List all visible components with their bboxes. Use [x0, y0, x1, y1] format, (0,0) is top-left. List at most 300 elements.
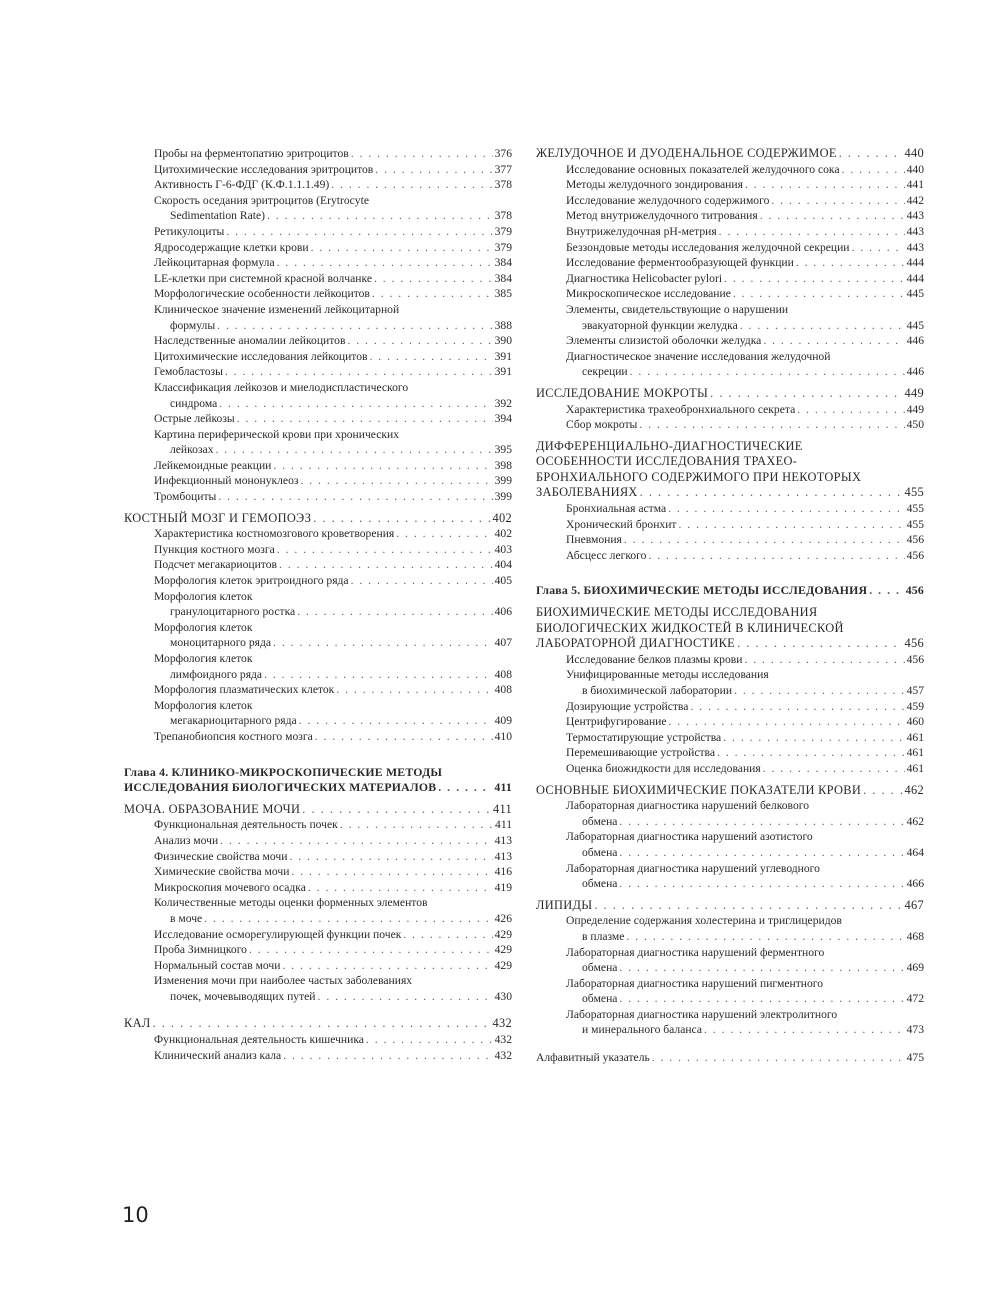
toc-entry-title: Глава 5. БИОХИМИЧЕСКИЕ МЕТОДЫ ИССЛЕДОВАНИЯ [536, 583, 868, 598]
dot-leader [619, 845, 904, 861]
toc-entry [536, 730, 924, 746]
toc-page-number: 443 [906, 224, 924, 238]
toc-entry [536, 349, 924, 380]
toc-entry-title: лимфоидного ряда [170, 667, 263, 681]
dot-leader [273, 635, 493, 651]
dot-leader [336, 682, 492, 698]
toc-entry-title: БИОХИМИЧЕСКИЕ МЕТОДЫ ИССЛЕДОВАНИЯ [536, 605, 818, 620]
toc-page-number: 467 [904, 897, 924, 912]
toc-entry [124, 458, 512, 474]
dot-leader [760, 208, 905, 224]
toc-entry-title: Лабораторная диагностика нарушений белкового [566, 799, 809, 813]
dot-leader [289, 849, 492, 865]
toc-entry-title: ИССЛЕДОВАНИЕ МОКРОТЫ [536, 385, 709, 400]
toc-entry-title: БИОЛОГИЧЕСКИХ ЖИДКОСТЕЙ В КЛИНИЧЕСКОЙ [536, 620, 844, 635]
toc-entry [124, 146, 512, 162]
dot-leader [648, 548, 904, 564]
toc-page-number: 466 [906, 877, 924, 891]
toc-entry-title: Алфавитный указатель [536, 1051, 650, 1065]
toc-entry-title: Скорость оседания эритроцитов (Erytrocyte [154, 193, 369, 207]
toc-right-column [536, 146, 924, 1066]
dot-leader [302, 802, 491, 818]
toc-page-number: 399 [494, 474, 512, 488]
dot-leader [619, 991, 904, 1007]
toc-entry-title: Острые лейкозы [154, 412, 235, 426]
toc-entry [124, 942, 512, 958]
dot-leader [153, 1016, 491, 1032]
toc-entry [536, 286, 924, 302]
toc-page-number: 455 [906, 517, 924, 531]
toc-page-number: 419 [494, 880, 512, 894]
toc-page-number: 378 [494, 209, 512, 223]
toc-page-number: 445 [906, 287, 924, 301]
toc-section [536, 783, 924, 799]
toc-page-number: 473 [906, 1023, 924, 1037]
toc-page-number: 461 [906, 730, 924, 744]
dot-leader [351, 573, 493, 589]
toc-page-number: 475 [906, 1051, 924, 1065]
dot-leader [279, 557, 493, 573]
dot-leader [679, 517, 905, 533]
toc-entry [536, 417, 924, 433]
dot-leader [842, 162, 905, 178]
toc-entry-title: Дозирующие устройства [566, 699, 689, 713]
toc-entry [124, 682, 512, 698]
toc-page-number: 456 [904, 636, 924, 651]
toc-page-number: 468 [906, 929, 924, 943]
toc-entry-title: Сбор мокроты [566, 418, 638, 432]
dot-leader [217, 318, 492, 334]
toc-entry-title: Микроскопия мочевого осадка [154, 880, 306, 894]
toc-entry-title: КАЛ [124, 1016, 151, 1031]
page-number: 10 [122, 1203, 149, 1227]
dot-leader [283, 1048, 492, 1064]
toc-entry-title: LE-клетки при системной красной волчанке [154, 271, 372, 285]
toc-entry-title: Характеристика трахеобронхиального секрета [566, 402, 796, 416]
dot-leader [852, 240, 905, 256]
toc-entry-title: секреции [582, 365, 628, 379]
toc-page-number: 440 [906, 162, 924, 176]
toc-entry [536, 208, 924, 224]
dot-leader [264, 667, 493, 683]
toc-entry-title: Анализ мочи [154, 833, 219, 847]
toc-entry [124, 240, 512, 256]
toc-page-number: 455 [904, 485, 924, 500]
toc-entry [536, 532, 924, 548]
toc-page-number: 432 [494, 1033, 512, 1047]
toc-entry-title: Морфология клеток эритроидного ряда [154, 574, 349, 588]
toc-page-number: 461 [906, 746, 924, 760]
toc-entry-title: обмена [582, 992, 618, 1006]
toc-page-number: 376 [494, 147, 512, 160]
dot-leader [267, 208, 493, 224]
toc-entry [124, 880, 512, 896]
toc-page-number: 379 [494, 224, 512, 238]
toc-entry-title: Физические свойства мочи [154, 849, 288, 863]
toc-entry-title: Диагностическое значение исследования желудочной [566, 349, 831, 363]
dot-leader [630, 364, 905, 380]
dot-leader [297, 604, 492, 620]
toc-entry-title: и минерального баланса [582, 1023, 702, 1037]
dot-leader [299, 713, 493, 729]
toc-page-number: 457 [906, 684, 924, 697]
toc-entry-title: гранулоцитарного ростка [170, 605, 296, 619]
toc-entry-title: Внутрижелудочная pH-метрия [566, 224, 717, 238]
toc-page-number: 378 [494, 178, 512, 192]
toc-entry-title: Беззондовые методы исследования желудочной секреции [566, 240, 850, 254]
dot-leader [204, 911, 492, 927]
toc-page-number: 410 [494, 729, 512, 743]
toc-entry-title: Унифицированные методы исследования [566, 668, 769, 682]
toc-entry-title: Микроскопическое исследование [566, 287, 731, 301]
toc-entry-title: Лабораторная диагностика нарушений азотистого [566, 830, 813, 844]
toc-page-number: 455 [906, 502, 924, 516]
toc-entry-title: Абсцесс легкого [566, 548, 647, 562]
toc-page-number: 413 [494, 849, 512, 863]
dot-leader [704, 1022, 905, 1038]
toc-entry-title: Исследование основных показателей желудочного сока [566, 162, 840, 176]
toc-section [124, 511, 512, 527]
toc-page-number: 450 [906, 418, 924, 432]
toc-entry-title: Тромбоциты [154, 490, 217, 504]
dot-leader [724, 271, 905, 287]
toc-entry [124, 302, 512, 333]
dot-leader [403, 927, 492, 943]
dot-leader [744, 652, 904, 668]
toc-entry [536, 714, 924, 730]
toc-page-number: 411 [494, 780, 512, 795]
toc-entry-title: почек, мочевыводящих путей [170, 989, 316, 1003]
toc-entry-title: ОСНОВНЫЕ БИОХИМИЧЕСКИЕ ПОКАЗАТЕЛИ КРОВИ [536, 782, 862, 797]
dot-leader [291, 864, 492, 880]
toc-entry-title: Пневмония [566, 533, 622, 547]
toc-entry-title: Исследование ферментообразующей функции [566, 256, 794, 270]
dot-leader [300, 473, 492, 489]
toc-page-number: 429 [494, 927, 512, 941]
toc-entry-title: Клинический анализ кала [154, 1048, 282, 1062]
toc-entry [536, 699, 924, 715]
toc-page-number: 379 [494, 240, 512, 254]
toc-page-number: 384 [494, 271, 512, 285]
toc-entry [536, 177, 924, 193]
toc-entry [124, 286, 512, 302]
dot-leader [226, 224, 492, 240]
toc-page-number: 432 [494, 1048, 512, 1062]
toc-entry-title: Химические свойства мочи [154, 865, 290, 879]
dot-leader [740, 318, 905, 334]
toc-entry-title: ЛАБОРАТОРНОЙ ДИАГНОСТИКЕ [536, 636, 736, 651]
dot-leader [624, 532, 905, 548]
toc-entry-title: обмена [582, 961, 618, 975]
dot-leader [745, 177, 905, 193]
toc-entry-title: Исследование желудочного содержимого [566, 193, 770, 207]
toc-entry [124, 927, 512, 943]
dot-leader [639, 417, 904, 433]
toc-entry [536, 913, 924, 944]
dot-leader [619, 876, 904, 892]
dot-leader [723, 730, 904, 746]
toc-entry [536, 517, 924, 533]
toc-page-number: 408 [494, 683, 512, 697]
dot-leader [737, 636, 902, 652]
toc-entry-title: Sedimentation Rate) [170, 209, 265, 223]
dot-leader [734, 683, 905, 699]
dot-leader [733, 286, 905, 302]
toc-page-number: 402 [492, 510, 512, 525]
dot-leader [640, 485, 903, 501]
toc-page-number: 391 [494, 365, 512, 379]
toc-entry [124, 620, 512, 651]
toc-entry [536, 1007, 924, 1038]
dot-leader [619, 814, 904, 830]
toc-entry [536, 224, 924, 240]
toc-entry-title: Элементы, свидетельствующие о нарушении [566, 302, 789, 316]
toc-entry-title: моноцитарного ряда [170, 636, 272, 650]
dot-leader [225, 364, 493, 380]
toc-entry [124, 557, 512, 573]
toc-entry [536, 193, 924, 209]
toc-entry [124, 1048, 512, 1064]
toc-entry [124, 542, 512, 558]
toc-entry [124, 651, 512, 682]
toc-entry-title: Проба Зимницкого [154, 943, 247, 957]
dot-leader [438, 780, 492, 796]
toc-entry-title: мегакариоцитарного ряда [170, 714, 297, 728]
toc-entry-title: обмена [582, 814, 618, 828]
toc-page-number: 443 [906, 209, 924, 223]
toc-entry-title: Диагностика Helicobacter pylori [566, 271, 723, 285]
toc-entry-title: Исследование осморегулирующей функции почек [154, 927, 402, 941]
toc-entry [124, 573, 512, 589]
toc-page-number: 411 [492, 801, 512, 816]
dot-leader [652, 1050, 905, 1066]
toc-entry-title: МОЧА. ОБРАЗОВАНИЕ МОЧИ [124, 801, 301, 816]
toc-entry-title: Морфология клеток [154, 620, 253, 634]
toc-page-number: 441 [906, 178, 924, 192]
toc-page-number: 442 [906, 193, 924, 207]
dot-leader [771, 193, 904, 209]
toc-entry [124, 427, 512, 458]
dot-leader [311, 240, 493, 256]
toc-page-number: 408 [494, 667, 512, 681]
toc-page-number: 377 [494, 162, 512, 176]
toc-entry [536, 302, 924, 333]
dot-leader [216, 442, 493, 458]
toc-entry [124, 973, 512, 1004]
toc-page-number: 426 [494, 911, 512, 925]
toc-entry-title: Метод внутрижелудочного титрования [566, 209, 758, 223]
toc-entry [536, 829, 924, 860]
dot-leader [869, 583, 903, 599]
toc-page-number: 384 [494, 256, 512, 270]
toc-entry [124, 255, 512, 271]
toc-page-number: 460 [906, 715, 924, 729]
toc-entry-title: Исследование белков плазмы крови [566, 652, 743, 666]
toc-page-number: 469 [906, 961, 924, 975]
toc-page-number: 391 [494, 349, 512, 363]
toc-entry [536, 162, 924, 178]
toc-entry-title: Цитохимические исследования лейкоцитов [154, 349, 368, 363]
toc-section [124, 1016, 512, 1032]
toc-entry-title: в моче [170, 911, 203, 925]
toc-entry [536, 945, 924, 976]
toc-entry-title: Бронхиальная астма [566, 502, 667, 516]
toc-entry-title: Лабораторная диагностика нарушений пигментного [566, 976, 824, 990]
toc-entry-title: Термостатирующие устройства [566, 730, 722, 744]
toc-entry-title: Инфекционный мононуклеоз [154, 474, 299, 488]
toc-entry-title: Морфология плазматических клеток [154, 683, 335, 697]
dot-leader [863, 783, 902, 799]
toc-entry-title: Морфология клеток [154, 652, 253, 665]
toc-page-number: 394 [494, 412, 512, 426]
dot-leader [372, 286, 493, 302]
toc-page-number: 446 [906, 365, 924, 379]
dot-leader [717, 745, 905, 761]
toc-left-column [124, 146, 512, 1063]
dot-leader [763, 761, 905, 777]
toc-page-number: 411 [495, 818, 512, 832]
toc-page-number: 409 [494, 714, 512, 728]
dot-leader [668, 501, 904, 517]
dot-leader [797, 402, 904, 418]
dot-leader [351, 146, 493, 162]
toc-entry-title: Морфология клеток [154, 698, 253, 712]
toc-entry-title: Центрифугирование [566, 715, 667, 729]
toc-page-number: 456 [906, 548, 924, 562]
dot-leader [396, 526, 492, 542]
toc-entry [124, 698, 512, 729]
toc-entry-title: ЛИПИДЫ [536, 897, 593, 912]
dot-leader [710, 386, 902, 402]
toc-entry-title: формулы [170, 318, 216, 332]
toc-page-number: 449 [904, 385, 924, 400]
toc-entry [536, 652, 924, 668]
toc-entry-title: Классификация лейкозов и миелодиспластического [154, 380, 409, 394]
toc-entry-title: Цитохимические исследования эритроцитов [154, 162, 374, 176]
dot-leader [366, 1032, 493, 1048]
toc-entry-title: ИССЛЕДОВАНИЯ БИОЛОГИЧЕСКИХ МАТЕРИАЛОВ [124, 780, 437, 795]
toc-entry-title: Гемобластозы [154, 365, 223, 379]
toc-page-number: 398 [494, 458, 512, 472]
toc-page-number: 443 [906, 240, 924, 254]
toc-entry [124, 411, 512, 427]
toc-page-number: 390 [494, 334, 512, 348]
toc-entry [536, 548, 924, 564]
toc-entry [536, 1050, 924, 1066]
toc-entry-title: Оценка биожидкости для исследования [566, 761, 761, 775]
toc-page-number: 459 [906, 699, 924, 713]
toc-entry-title: Глава 4. КЛИНИКО-МИКРОСКОПИЧЕСКИЕ МЕТОДЫ [124, 764, 443, 779]
toc-entry [536, 240, 924, 256]
toc-page-number: 429 [494, 943, 512, 957]
toc-entry-title: Пункция костного мозга [154, 542, 275, 556]
toc-page-number: 456 [906, 533, 924, 547]
toc-section [536, 439, 924, 501]
toc-entry-title: ОСОБЕННОСТИ ИССЛЕДОВАНИЯ ТРАХЕО- [536, 454, 798, 469]
dot-leader [315, 729, 493, 745]
dot-leader [277, 542, 493, 558]
toc-page-number: 407 [494, 636, 512, 650]
toc-page-number: 385 [494, 287, 512, 301]
toc-entry-title: эвакуаторной функции желудка [582, 318, 738, 332]
toc-page-number: 462 [906, 814, 924, 828]
toc-entry-title: синдрома [170, 396, 218, 410]
toc-page-number: 456 [906, 652, 924, 666]
toc-entry [124, 849, 512, 865]
toc-page-number: 392 [494, 396, 512, 410]
toc-entry [536, 861, 924, 892]
toc-entry [124, 895, 512, 926]
toc-entry-title: Хронический бронхит [566, 517, 677, 531]
dot-leader [839, 146, 903, 162]
toc-entry-title: обмена [582, 845, 618, 859]
toc-entry-title: Лабораторная диагностика нарушений ферментного [566, 945, 825, 959]
toc-entry-title: Количественные методы оценки форменных элементов [154, 896, 428, 910]
toc-entry [536, 271, 924, 287]
dot-leader [277, 255, 493, 271]
toc-entry-title: Пробы на ферментопатию эритроцитов [154, 147, 349, 160]
toc-entry-title: Элементы слизистой оболочки желудка [566, 334, 762, 348]
toc-entry [536, 667, 924, 698]
toc-page-number: 405 [494, 574, 512, 588]
toc-page-number: 449 [906, 402, 924, 416]
toc-page-number: 462 [904, 782, 924, 797]
toc-entry [124, 526, 512, 542]
toc-page-number: 388 [494, 318, 512, 332]
toc-section [536, 605, 924, 652]
dot-leader [318, 989, 493, 1005]
toc-entry [124, 380, 512, 411]
toc-entry-title: Нормальный состав мочи [154, 958, 281, 972]
dot-leader [313, 511, 490, 527]
toc-page-number: 446 [906, 334, 924, 348]
toc-entry-title: Картина периферической крови при хронических [154, 427, 400, 441]
toc-entry-title: Определение содержания холестерина и триглицеридов [566, 914, 842, 928]
toc-page-number: 402 [494, 527, 512, 541]
toc-entry-title: обмена [582, 877, 618, 891]
toc-entry-title: КОСТНЫЙ МОЗГ И ГЕМОПОЭЗ [124, 510, 312, 525]
toc-page-number: 395 [494, 443, 512, 457]
toc-entry-title: БРОНХИАЛЬНОГО СОДЕРЖИМОГО ПРИ НЕКОТОРЫХ [536, 469, 862, 484]
toc-entry-title: Характеристика костномозгового кроветворения [154, 527, 395, 541]
toc-page-number: 406 [494, 605, 512, 619]
dot-leader [763, 333, 904, 349]
toc-entry-title: Морфологические особенности лейкоцитов [154, 287, 370, 301]
dot-leader [219, 396, 492, 412]
toc-page-number: 403 [494, 542, 512, 556]
toc-page-number: 444 [906, 271, 924, 285]
toc-entry-title: Активность Г-6-ФДГ (К.Ф.1.1.1.49) [154, 178, 330, 192]
toc-entry [124, 224, 512, 240]
toc-page-number: 445 [906, 318, 924, 332]
toc-page-number: 399 [494, 490, 512, 504]
toc-section [536, 146, 924, 162]
toc-chapter [124, 765, 512, 796]
toc-entry [124, 864, 512, 880]
toc-entry [124, 833, 512, 849]
dot-leader [626, 929, 904, 945]
toc-entry-title: лейкозах [170, 443, 214, 457]
toc-page-number: 430 [494, 989, 512, 1003]
toc-entry-title: Лабораторная диагностика нарушений электролитного [566, 1007, 838, 1021]
dot-leader [273, 458, 492, 474]
toc-entry-title: Трепанобиопсия костного мозга [154, 729, 313, 743]
dot-leader [308, 880, 493, 896]
toc-section [536, 898, 924, 914]
toc-page-number: 432 [492, 1016, 512, 1031]
toc-entry-title: Перемешивающие устройства [566, 746, 716, 760]
toc-page-number: 440 [904, 146, 924, 160]
